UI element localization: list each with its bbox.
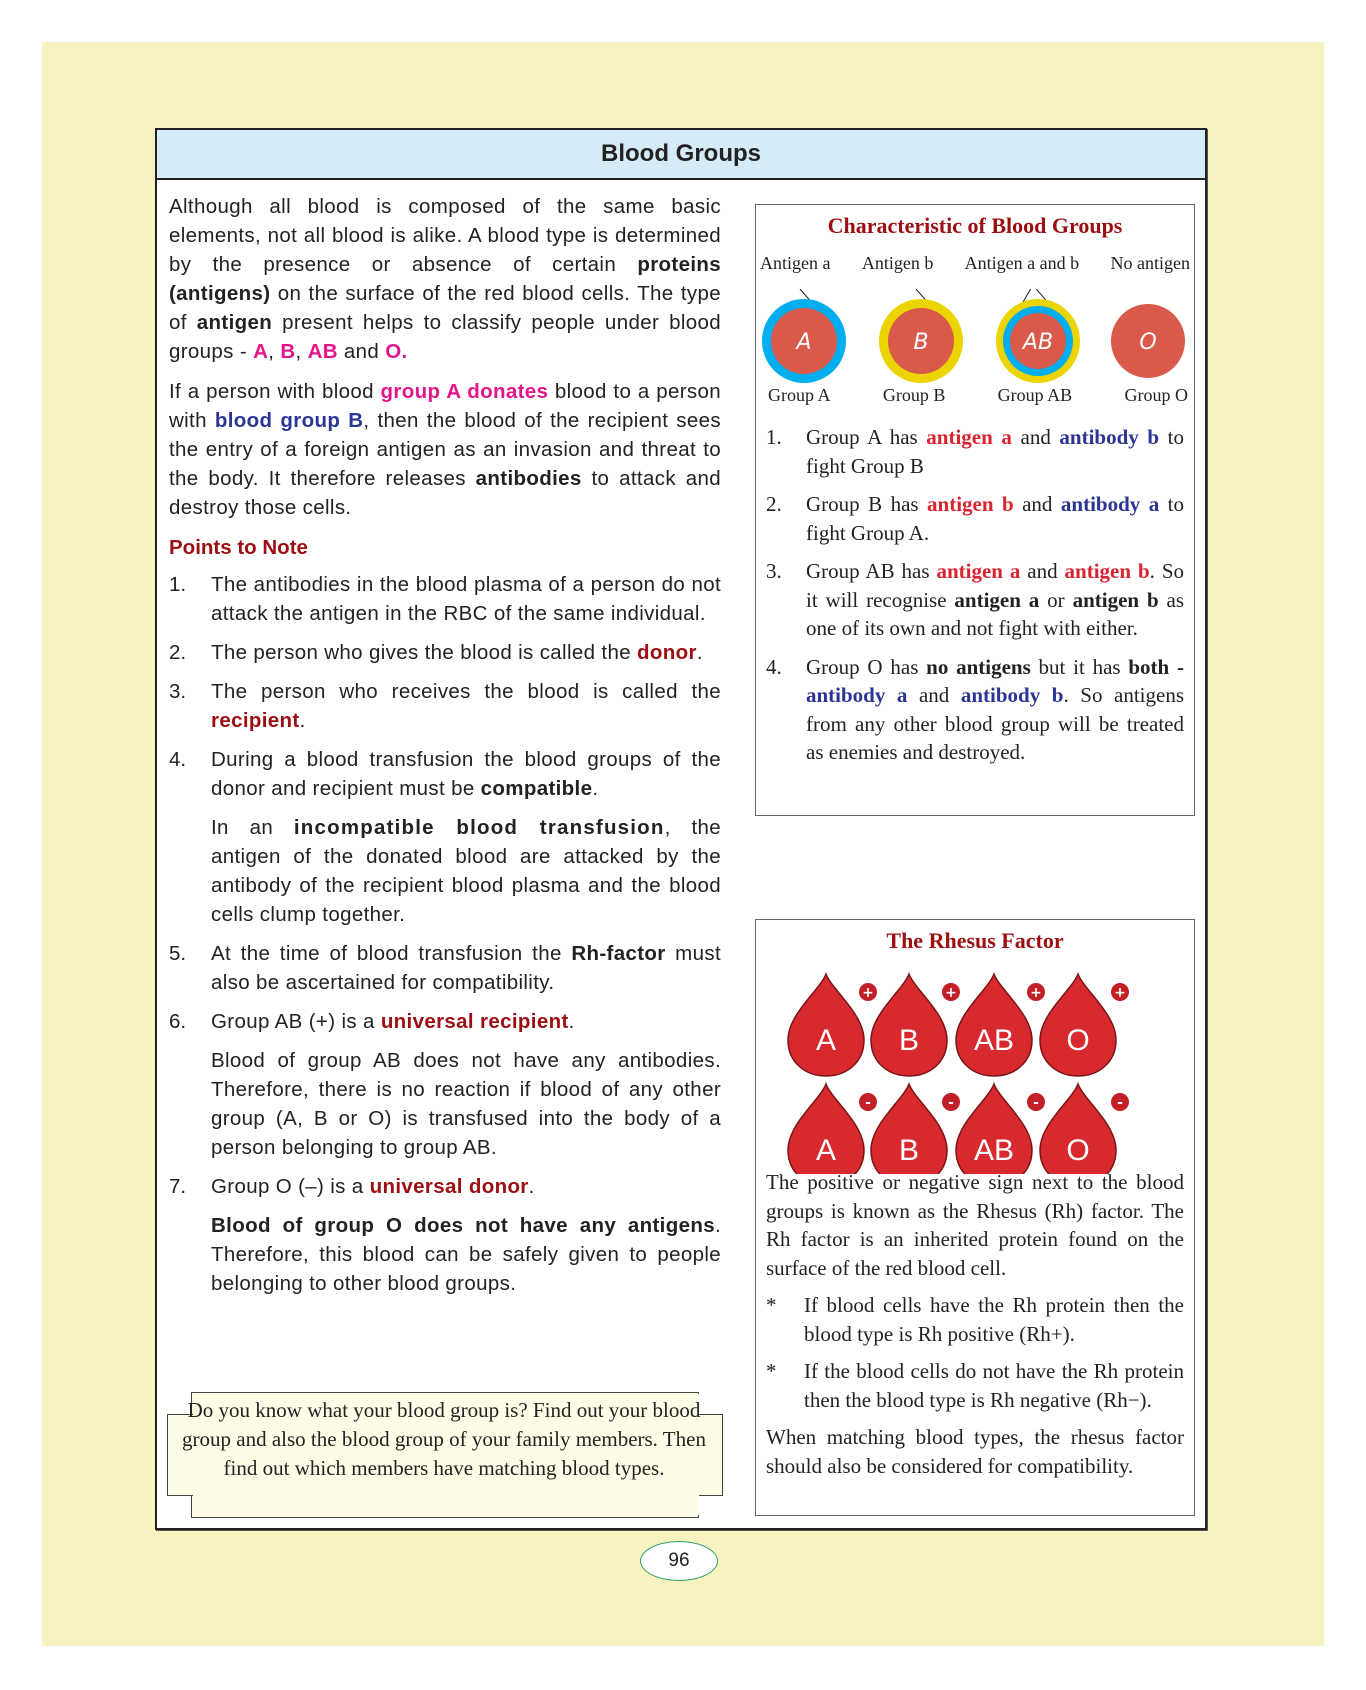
- list-text: The antibodies in the blood plasma of a person do not attack the antigen in the RBC of the same individual.: [211, 573, 721, 625]
- list-text: During a blood transfusion the blood groups of the donor and recipient must be: [211, 748, 721, 800]
- list-text: and: [1013, 492, 1061, 516]
- bold-term: antigen a: [954, 587, 1040, 612]
- list-text: Group B has: [806, 492, 928, 516]
- list-text: At the time of blood transfusion the: [211, 942, 572, 965]
- list-number: 1.: [169, 573, 187, 596]
- rhesus-factor-box: [755, 919, 1195, 1516]
- list-item: [766, 423, 1184, 480]
- group-label: Group AB: [997, 385, 1073, 405]
- list-text: In an: [211, 816, 294, 839]
- text: blood to a person with: [169, 380, 721, 432]
- list-item: [169, 939, 721, 997]
- list-text: . Therefore, this blood can be safely given to people belonging to other blood groups.: [211, 1214, 721, 1295]
- svg-text:-: -: [1033, 1095, 1039, 1111]
- bold-term: no antigens: [926, 654, 1031, 679]
- svg-text:A: A: [815, 1024, 837, 1057]
- group-label: Group B: [882, 385, 946, 405]
- rhesus-title: The Rhesus Factor: [886, 928, 1064, 953]
- list-number: 2.: [766, 492, 782, 516]
- list-number: 7.: [169, 1175, 187, 1198]
- list-number: 1.: [766, 425, 782, 449]
- svg-text:+: +: [945, 985, 957, 1001]
- group-o-label: O.: [385, 340, 408, 363]
- list-text: . So antigens from any other blood group will be treated as enemies and destroyed.: [806, 683, 1184, 764]
- panel-header: [157, 130, 1205, 180]
- list-number: 3.: [766, 559, 782, 583]
- list-item: [766, 557, 1184, 643]
- text: ,: [268, 340, 281, 363]
- list-text: must also be ascertained for compatibility.: [211, 942, 721, 994]
- group-label: Group O: [1124, 385, 1188, 405]
- text: If a person with blood: [169, 380, 381, 403]
- svg-text:AB: AB: [973, 1134, 1015, 1167]
- bold-term: compatible: [480, 777, 593, 800]
- highlight-term: donor: [637, 641, 697, 664]
- bold-term: both -: [1128, 654, 1184, 679]
- antigen-label: Antigen a and b: [964, 253, 1080, 273]
- svg-text:-: -: [865, 1095, 871, 1111]
- left-column: [169, 192, 721, 1308]
- asterisk-marker: *: [766, 1359, 777, 1383]
- list-text: and: [1020, 559, 1065, 583]
- list-item: [766, 653, 1184, 767]
- bold-term: Rh-factor: [571, 942, 666, 965]
- text: to attack and destroy those cells.: [169, 467, 722, 519]
- antigen-term: antigen a: [936, 559, 1021, 583]
- text: ,: [295, 340, 308, 363]
- highlight-term: recipient: [211, 709, 300, 732]
- svg-text:+: +: [1114, 985, 1126, 1001]
- bold-term: proteins (antigens): [169, 253, 721, 305]
- bullet-item: [766, 1291, 1184, 1348]
- svg-text:O: O: [1066, 1134, 1090, 1167]
- page-title: Blood Groups: [601, 140, 761, 167]
- text: , then the blood of the recipient sees the entry of a foreign antigen as an invasion and threat to the body. It therefore releases: [169, 409, 721, 490]
- highlight-term: universal recipient: [380, 1010, 569, 1033]
- antigen-labels: [760, 253, 1190, 274]
- bold-term: incompatible blood transfusion: [293, 816, 665, 839]
- list-text: to fight Group A.: [806, 492, 1185, 545]
- text: and: [337, 340, 386, 363]
- list-text: and: [1011, 425, 1060, 449]
- list-text: Group O has: [806, 654, 927, 679]
- list-text: The person who gives the blood is called the: [211, 641, 637, 664]
- list-text: to fight Group B: [806, 425, 1184, 478]
- cell-label: A: [796, 330, 812, 355]
- list-item: [169, 1007, 721, 1162]
- antibody-term: antibody a: [806, 683, 908, 707]
- svg-text:AB: AB: [973, 1024, 1015, 1057]
- list-text: The person who receives the blood is called the: [211, 680, 721, 703]
- asterisk-marker: *: [766, 1293, 777, 1317]
- antibody-term: antibody a: [1060, 492, 1160, 516]
- antigen-label: Antigen a: [760, 253, 831, 273]
- antigen-term: antigen b: [927, 492, 1014, 516]
- list-text: but it has: [1030, 654, 1129, 679]
- blood-cell-diagram: [756, 289, 1194, 389]
- svg-text:-: -: [1117, 1095, 1123, 1111]
- bullet-item: [766, 1357, 1184, 1414]
- list-number: 5.: [169, 942, 187, 965]
- list-text: Group AB (+) is a: [211, 1010, 381, 1033]
- highlight-term: universal donor: [369, 1175, 529, 1198]
- group-b-label: B: [280, 340, 296, 363]
- characteristics-list: [766, 423, 1184, 777]
- list-item: [169, 638, 721, 667]
- list-text: Group AB has: [806, 559, 937, 583]
- rhesus-outro: When matching blood types, the rhesus factor should also be considered for compatibility.: [766, 1425, 1184, 1478]
- highlight-term: group A donates: [380, 380, 549, 403]
- antigen-label: No antigen: [1110, 253, 1190, 273]
- list-item: [766, 490, 1184, 547]
- text: present helps to classify people under blood groups -: [169, 311, 721, 363]
- rhesus-intro: The positive or negative sign next to the blood groups is known as the Rhesus (Rh) factor. The Rh factor is an inherited protein found on the surface of the red blood cell.: [766, 1170, 1184, 1280]
- list-text: or: [1039, 587, 1073, 612]
- svg-text:O: O: [1066, 1024, 1090, 1057]
- antigen-term: antigen b: [1064, 559, 1150, 583]
- points-heading: Points to Note: [169, 536, 308, 559]
- list-text: .: [528, 1175, 535, 1198]
- note-text: Do you know what your blood group is? Find out your blood group and also the blood group of your family members. Then find out which members have matching blood types.: [182, 1398, 706, 1480]
- list-text: .: [592, 777, 599, 800]
- list-number: 2.: [169, 641, 187, 664]
- list-text: .: [299, 709, 306, 732]
- group-labels: [768, 385, 1188, 406]
- list-number: 3.: [169, 680, 187, 703]
- svg-text:+: +: [862, 985, 874, 1001]
- intro-paragraph-2: [169, 377, 721, 522]
- bullet-text: If blood cells have the Rh protein then the blood type is Rh positive (Rh+).: [804, 1293, 1184, 1346]
- antibody-term: antibody b: [960, 683, 1064, 707]
- page-number: 96: [640, 1541, 718, 1581]
- antigen-term: antigen a: [926, 425, 1012, 449]
- cell-label: AB: [1022, 330, 1054, 355]
- list-text: Blood of group AB does not have any antibodies. Therefore, there is no reaction if blood of any other group (A, B or O) is transfused into the body of a person belonging to group AB.: [211, 1049, 721, 1159]
- list-number: 4.: [169, 748, 187, 771]
- activity-note-box: [167, 1392, 721, 1518]
- characteristics-box: [755, 204, 1195, 816]
- antibody-term: antibody b: [1059, 425, 1160, 449]
- list-text: Group A has: [806, 425, 927, 449]
- list-number: 6.: [169, 1010, 187, 1033]
- rhesus-text: [766, 1168, 1184, 1489]
- list-text: . So it will recognise: [806, 559, 1185, 612]
- list-item: [169, 745, 721, 929]
- group-a-label: A: [253, 340, 269, 363]
- list-number: 4.: [766, 654, 782, 679]
- rhesus-drops-diagram: [756, 964, 1194, 1174]
- list-text: Group O (–) is a: [211, 1175, 370, 1198]
- list-text: and: [907, 683, 961, 707]
- list-text: , the antigen of the donated blood are attacked by the antibody of the recipient blood plasma and the blood cells clump together.: [211, 816, 722, 926]
- text: Although all blood is composed of the same basic elements, not all blood is alike. A blood type is determined by the presence or absence of certain: [169, 195, 721, 276]
- cell-label: B: [913, 330, 929, 355]
- highlight-term: blood group B: [214, 409, 364, 432]
- intro-paragraph-1: [169, 192, 721, 366]
- bold-term: antigen b: [1072, 587, 1159, 612]
- svg-text:A: A: [815, 1134, 837, 1167]
- bold-term: antibodies: [475, 467, 582, 490]
- list-item: [169, 677, 721, 735]
- bold-term: antigen: [196, 311, 273, 334]
- svg-text:-: -: [948, 1095, 954, 1111]
- characteristics-title: Characteristic of Blood Groups: [827, 213, 1123, 238]
- group-ab-label: AB: [307, 340, 338, 363]
- antigen-label: Antigen b: [861, 253, 934, 273]
- svg-text:B: B: [898, 1024, 920, 1057]
- bullet-text: If the blood cells do not have the Rh protein then the blood type is Rh negative (Rh−).: [804, 1359, 1184, 1412]
- list-text: .: [696, 641, 703, 664]
- svg-text:+: +: [1030, 985, 1042, 1001]
- list-text: .: [568, 1010, 575, 1033]
- bold-term: Blood of group O does not have any antigens: [211, 1214, 715, 1237]
- blood-groups-panel: [155, 128, 1207, 1530]
- text: on the surface of the red blood cells. The type of: [169, 282, 721, 334]
- list-item: [169, 1172, 721, 1298]
- list-item: [169, 570, 721, 628]
- svg-text:B: B: [898, 1134, 920, 1167]
- cell-label: O: [1139, 330, 1157, 355]
- group-label: Group A: [768, 385, 831, 405]
- list-text: as one of its own and not fight with either.: [806, 587, 1184, 640]
